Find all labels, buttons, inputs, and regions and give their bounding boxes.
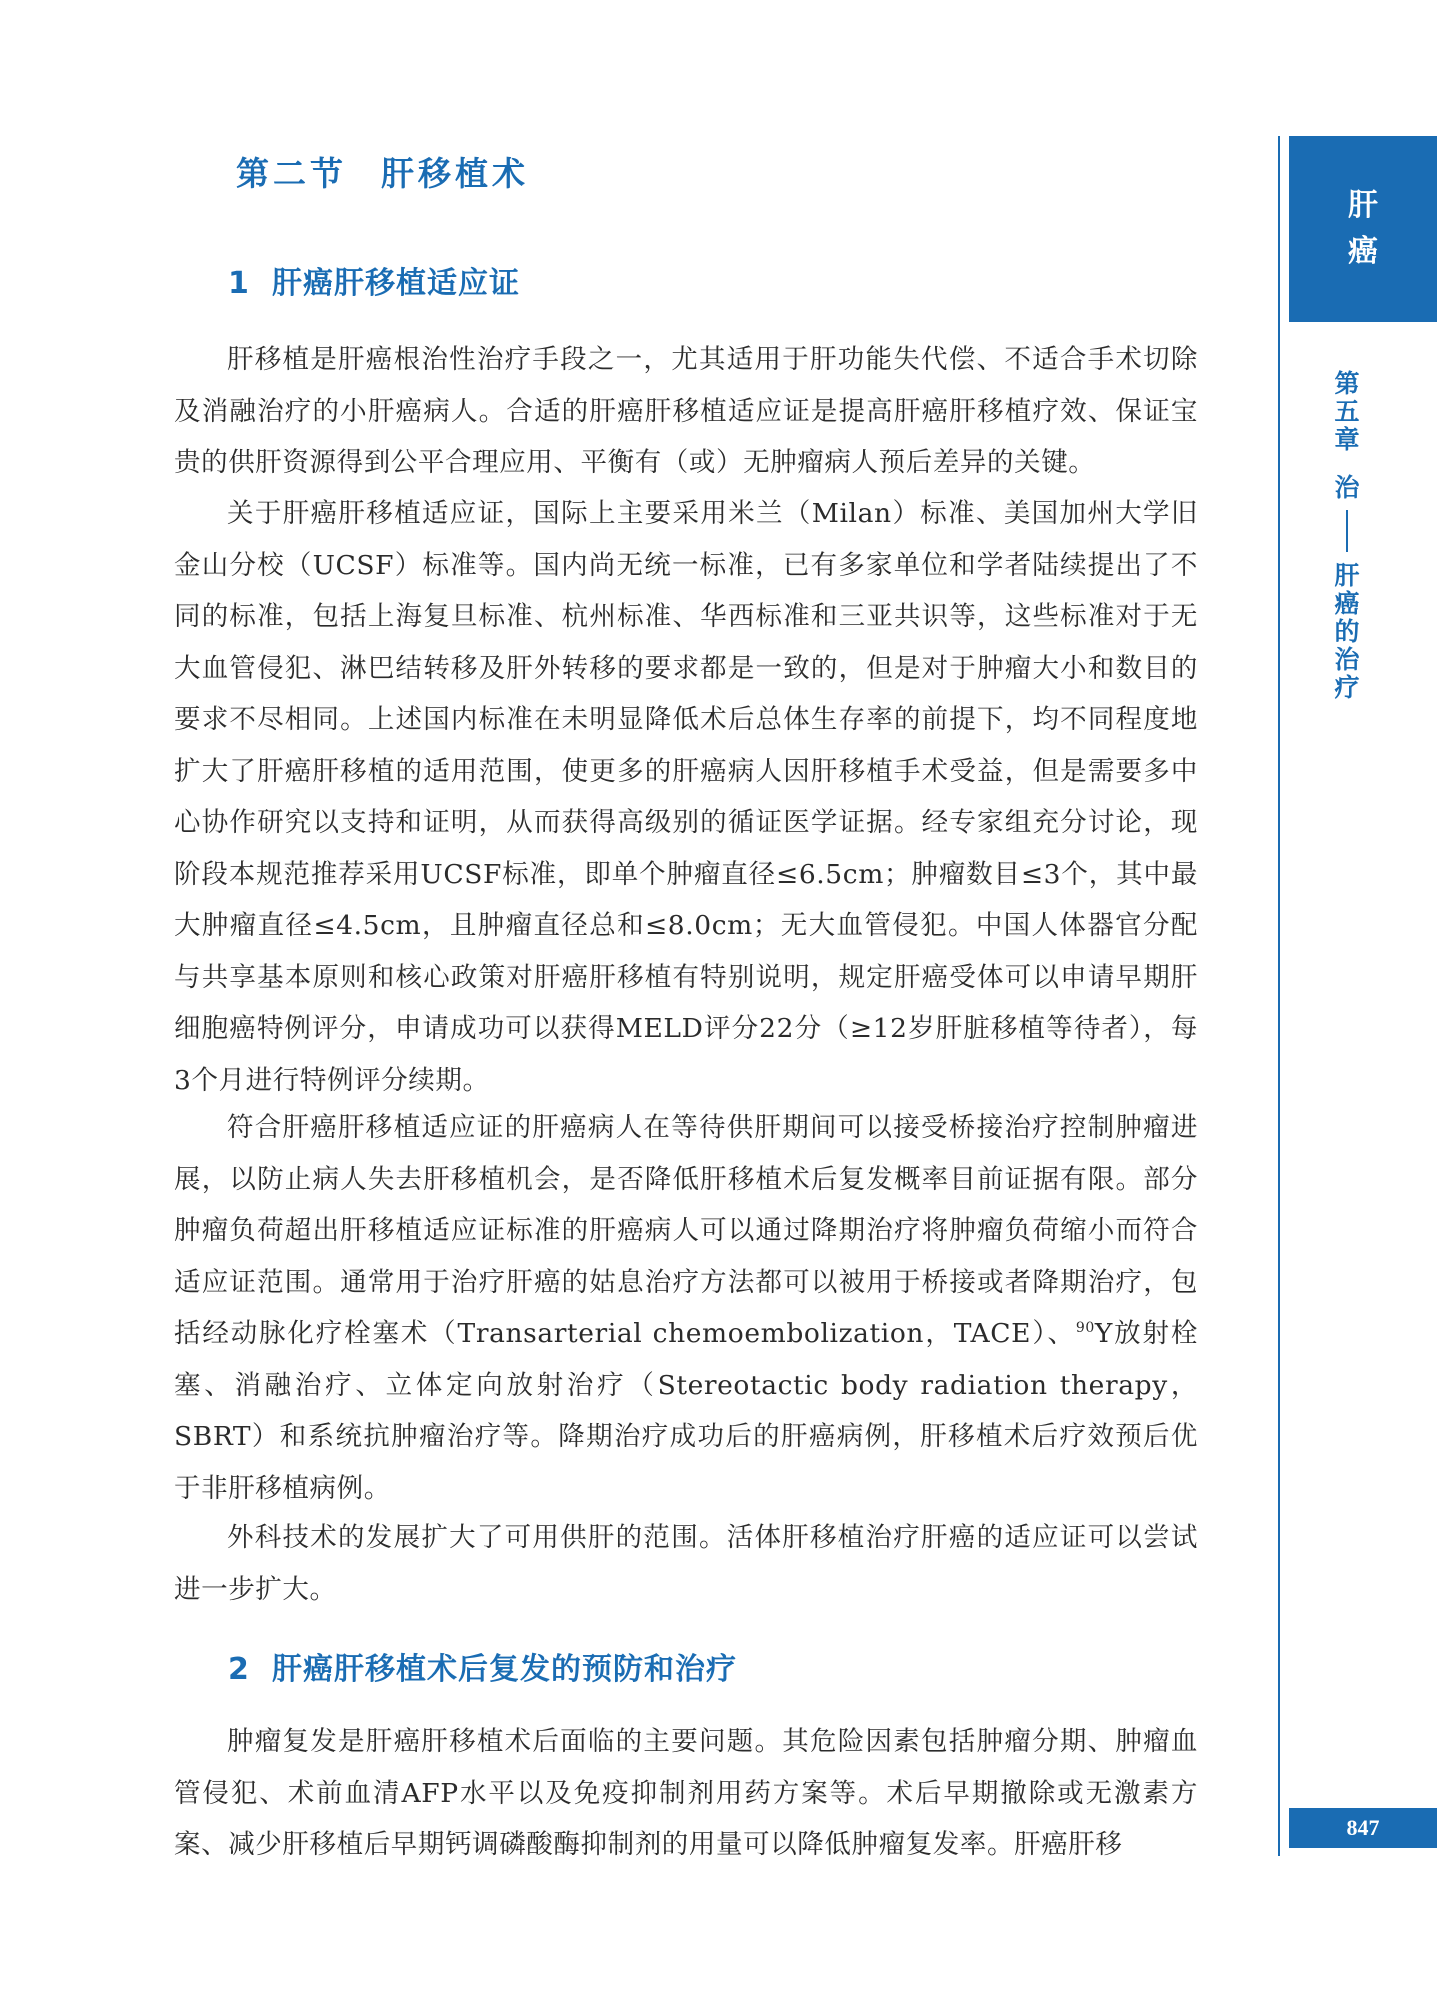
chapter-label: 第五章	[1334, 369, 1360, 454]
paragraph-bridging	[174, 1102, 1198, 1514]
heading-number: 2	[228, 1652, 250, 1687]
chapter-title-part2: 肝癌的治疗	[1334, 561, 1360, 702]
page-number: 847	[1289, 1808, 1437, 1848]
isotope-superscript: 90	[1075, 1320, 1095, 1337]
heading-recurrence	[228, 1644, 737, 1688]
heading-text: 肝癌肝移植术后复发的预防和治疗	[272, 1652, 737, 1687]
margin-rule	[1278, 136, 1280, 1856]
section-number: 第二节	[236, 154, 347, 193]
chapter-title-part1: 治	[1334, 473, 1360, 502]
paragraph-living-donor: 外科技术的发展扩大了可用供肝的范围。活体肝移植治疗肝癌的适应证可以尝试进一步扩大。	[174, 1522, 1198, 1605]
paragraph-criteria: 关于肝癌肝移植适应证，国际上主要采用米兰（Milan）标准、美国加州大学旧金山分校（UCSF）标准等。国内尚无统一标准，已有多家单位和学者陆续提出了不同的标准，包括上海复旦标准、杭州标准、华西标准和三亚共识等，这些标准对于无大血管侵犯、淋巴结转移及肝外转移的要求都是一致的，但是对于肿瘤大小和数目的要求不尽相同。上述国内标准在未明显降低术后总体生存率的前提下，均不同程度地扩大了肝癌肝移植的适用范围，使更多的肝癌病人因肝移植手术受益，但是需要多中心协作研究以支持和证明，从而获得高级别的循证医学证据。经专家组充分讨论，现阶段本规范推荐采用UCSF标准，即单个肿瘤直径≤6.5cm；肿瘤数目≤3个，其中最大肿瘤直径≤4.5cm，且肿瘤直径总和≤8.0cm；无大血管侵犯。中国人体器官分配与共享基本原则和核心政策对肝癌肝移植有特别说明，规定肝癌受体可以申请早期肝细胞癌特例评分，申请成功可以获得MELD评分22分（≥12岁肝脏移植等待者），每3个月进行特例评分续期。	[174, 498, 1198, 1096]
paragraph-intro: 肝移植是肝癌根治性治疗手段之一，尤其适用于肝功能失代偿、不适合手术切除及消融治疗的小肝癌病人。合适的肝癌肝移植适应证是提高肝癌肝移植疗效、保证宝贵的供肝资源得到公平合理应用、平衡有（或）无肿瘤病人预后差异的关键。	[174, 344, 1198, 478]
chapter-tab-label: 肝癌	[1348, 188, 1378, 269]
section-name: 肝移植术	[381, 154, 529, 193]
chapter-tab	[1289, 136, 1437, 322]
paragraph-bridging-part2: Y放射栓塞、消融治疗、立体定向放射治疗（Stereotactic body radiation therapy，SBRT）和系统抗肿瘤治疗等。降期治疗成功后的肝癌病例，肝移植术后疗效预后优于非肝移植病例。	[174, 1318, 1198, 1504]
heading-indications	[228, 258, 520, 302]
paragraph-recurrence: 肿瘤复发是肝癌肝移植术后面临的主要问题。其危险因素包括肿瘤分期、肿瘤血管侵犯、术前血清AFP水平以及免疫抑制剂用药方案等。术后早期撤除或无激素方案、减少肝移植后早期钙调磷酸酶抑制剂的用量可以降低肿瘤复发率。肝癌肝移	[174, 1726, 1198, 1860]
paragraph-bridging-part1: 符合肝癌肝移植适应证的肝癌病人在等待供肝期间可以接受桥接治疗控制肿瘤进展，以防止病人失去肝移植机会，是否降低肝移植术后复发概率目前证据有限。部分肿瘤负荷超出肝移植适应证标准的肝癌病人可以通过降期治疗将肿瘤负荷缩小而符合适应证范围。通常用于治疗肝癌的姑息治疗方法都可以被用于桥接或者降期治疗，包括经动脉化疗栓塞术（Transarterial chemoembolization，TACE）、	[174, 1112, 1198, 1349]
heading-number: 1	[228, 266, 250, 301]
section-title	[236, 148, 529, 195]
running-head	[1333, 370, 1361, 702]
dash-divider	[1346, 510, 1348, 552]
heading-text: 肝癌肝移植适应证	[272, 266, 520, 301]
